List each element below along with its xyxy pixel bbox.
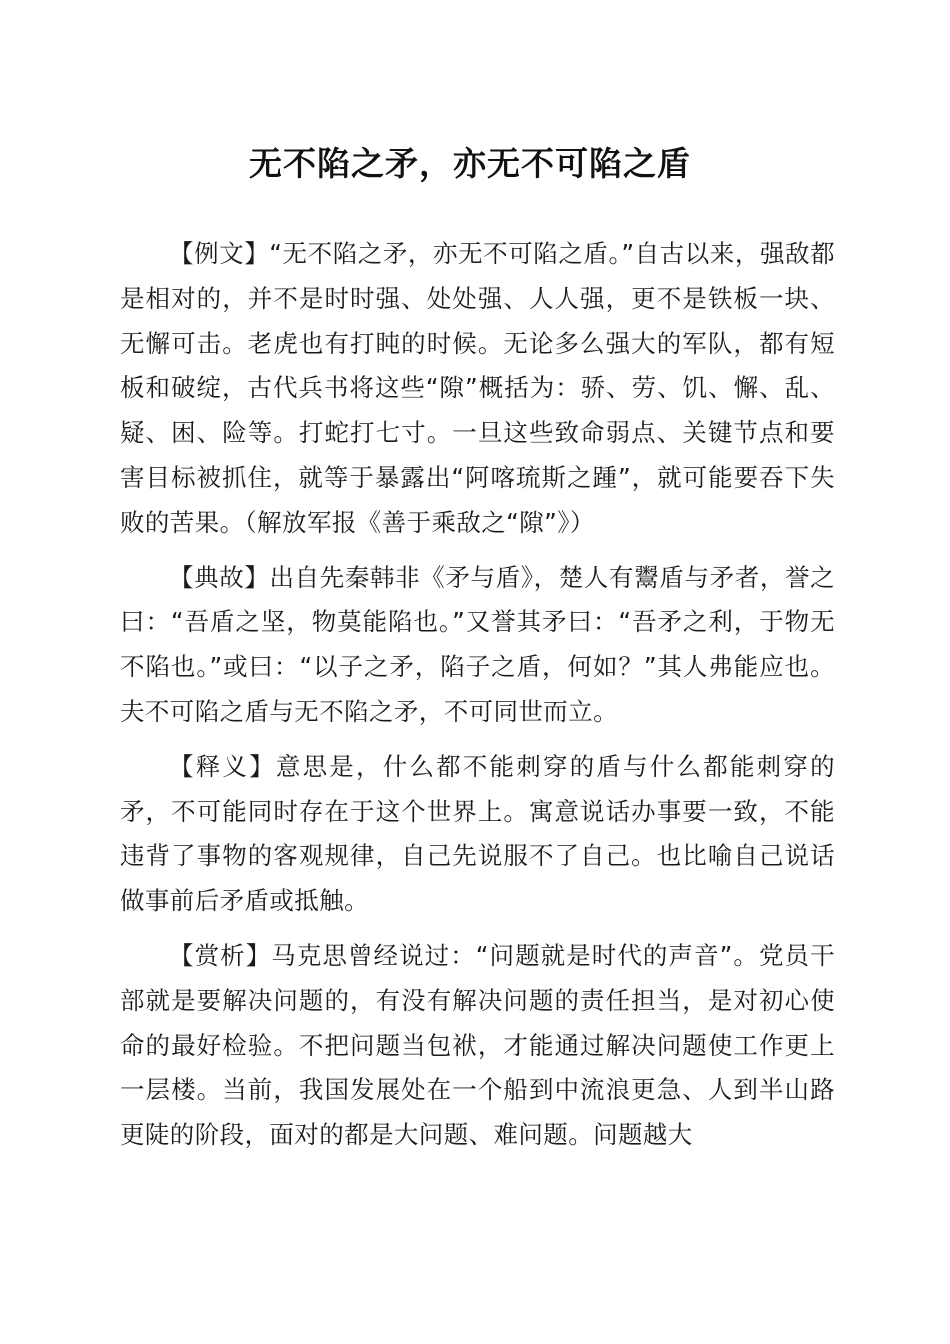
paragraph-text: 马克思曾经说过：“问题就是时代的声音”。党员干部就是要解决问题的，有没有解决问题的责任担当，是对初心使命的最好检验。不把问题当包袱，才能通过解决问题使工作更上一层楼。当前，我国发展处在一个船到中流浪更急、人到半山路更陡的阶段，面对的都是大问题、难问题。问题越大 <box>120 940 835 1150</box>
paragraph-example <box>120 232 835 546</box>
document-title: 无不陷之矛，亦无不可陷之盾 <box>249 144 691 183</box>
paragraph-appreciation <box>120 934 835 1158</box>
paragraph-label: 【赏析】 <box>169 940 272 970</box>
paragraph-label: 【例文】 <box>169 239 270 268</box>
paragraph-text: 意思是，什么都不能刺穿的盾与什么都能刺穿的矛，不可能同时存在于这个世界上。寓意说话办事要一致，不能违背了事物的客观规律，自己先说服不了自己。也比喻自己说话做事前后矛盾或抵触。 <box>120 751 835 916</box>
paragraph-label: 【释义】 <box>169 751 276 781</box>
paragraph-label: 【典故】 <box>169 562 270 592</box>
paragraph-text: 出自先秦韩非《矛与盾》，楚人有鬻盾与矛者，誉之曰：“吾盾之坚，物莫能陷也。”又誉其矛曰：“吾矛之利，于物无不陷也。”或曰：“以子之矛，陷子之盾，何如？”其人弗能应也。夫不可陷之盾与无不陷之矛，不可同世而立。 <box>120 562 835 726</box>
paragraph-allusion <box>120 556 835 735</box>
paragraph-text: “无不陷之矛，亦无不可陷之盾。”自古以来，强敌都是相对的，并不是时时强、处处强、人人强，更不是铁板一块、无懈可击。老虎也有打盹的时候。无论多么强大的军队，都有短板和破绽，古代兵书将这些“隙”概括为：骄、劳、饥、懈、乱、疑、困、险等。打蛇打七寸。一旦这些致命弱点、关键节点和要害目标被抓住，就等于暴露出“阿喀琉斯之踵”，就可能要吞下失败的苦果。（解放军报《善于乘敌之“隙”》） <box>120 239 835 537</box>
paragraph-interpretation <box>120 745 835 924</box>
document-body <box>120 232 835 1158</box>
